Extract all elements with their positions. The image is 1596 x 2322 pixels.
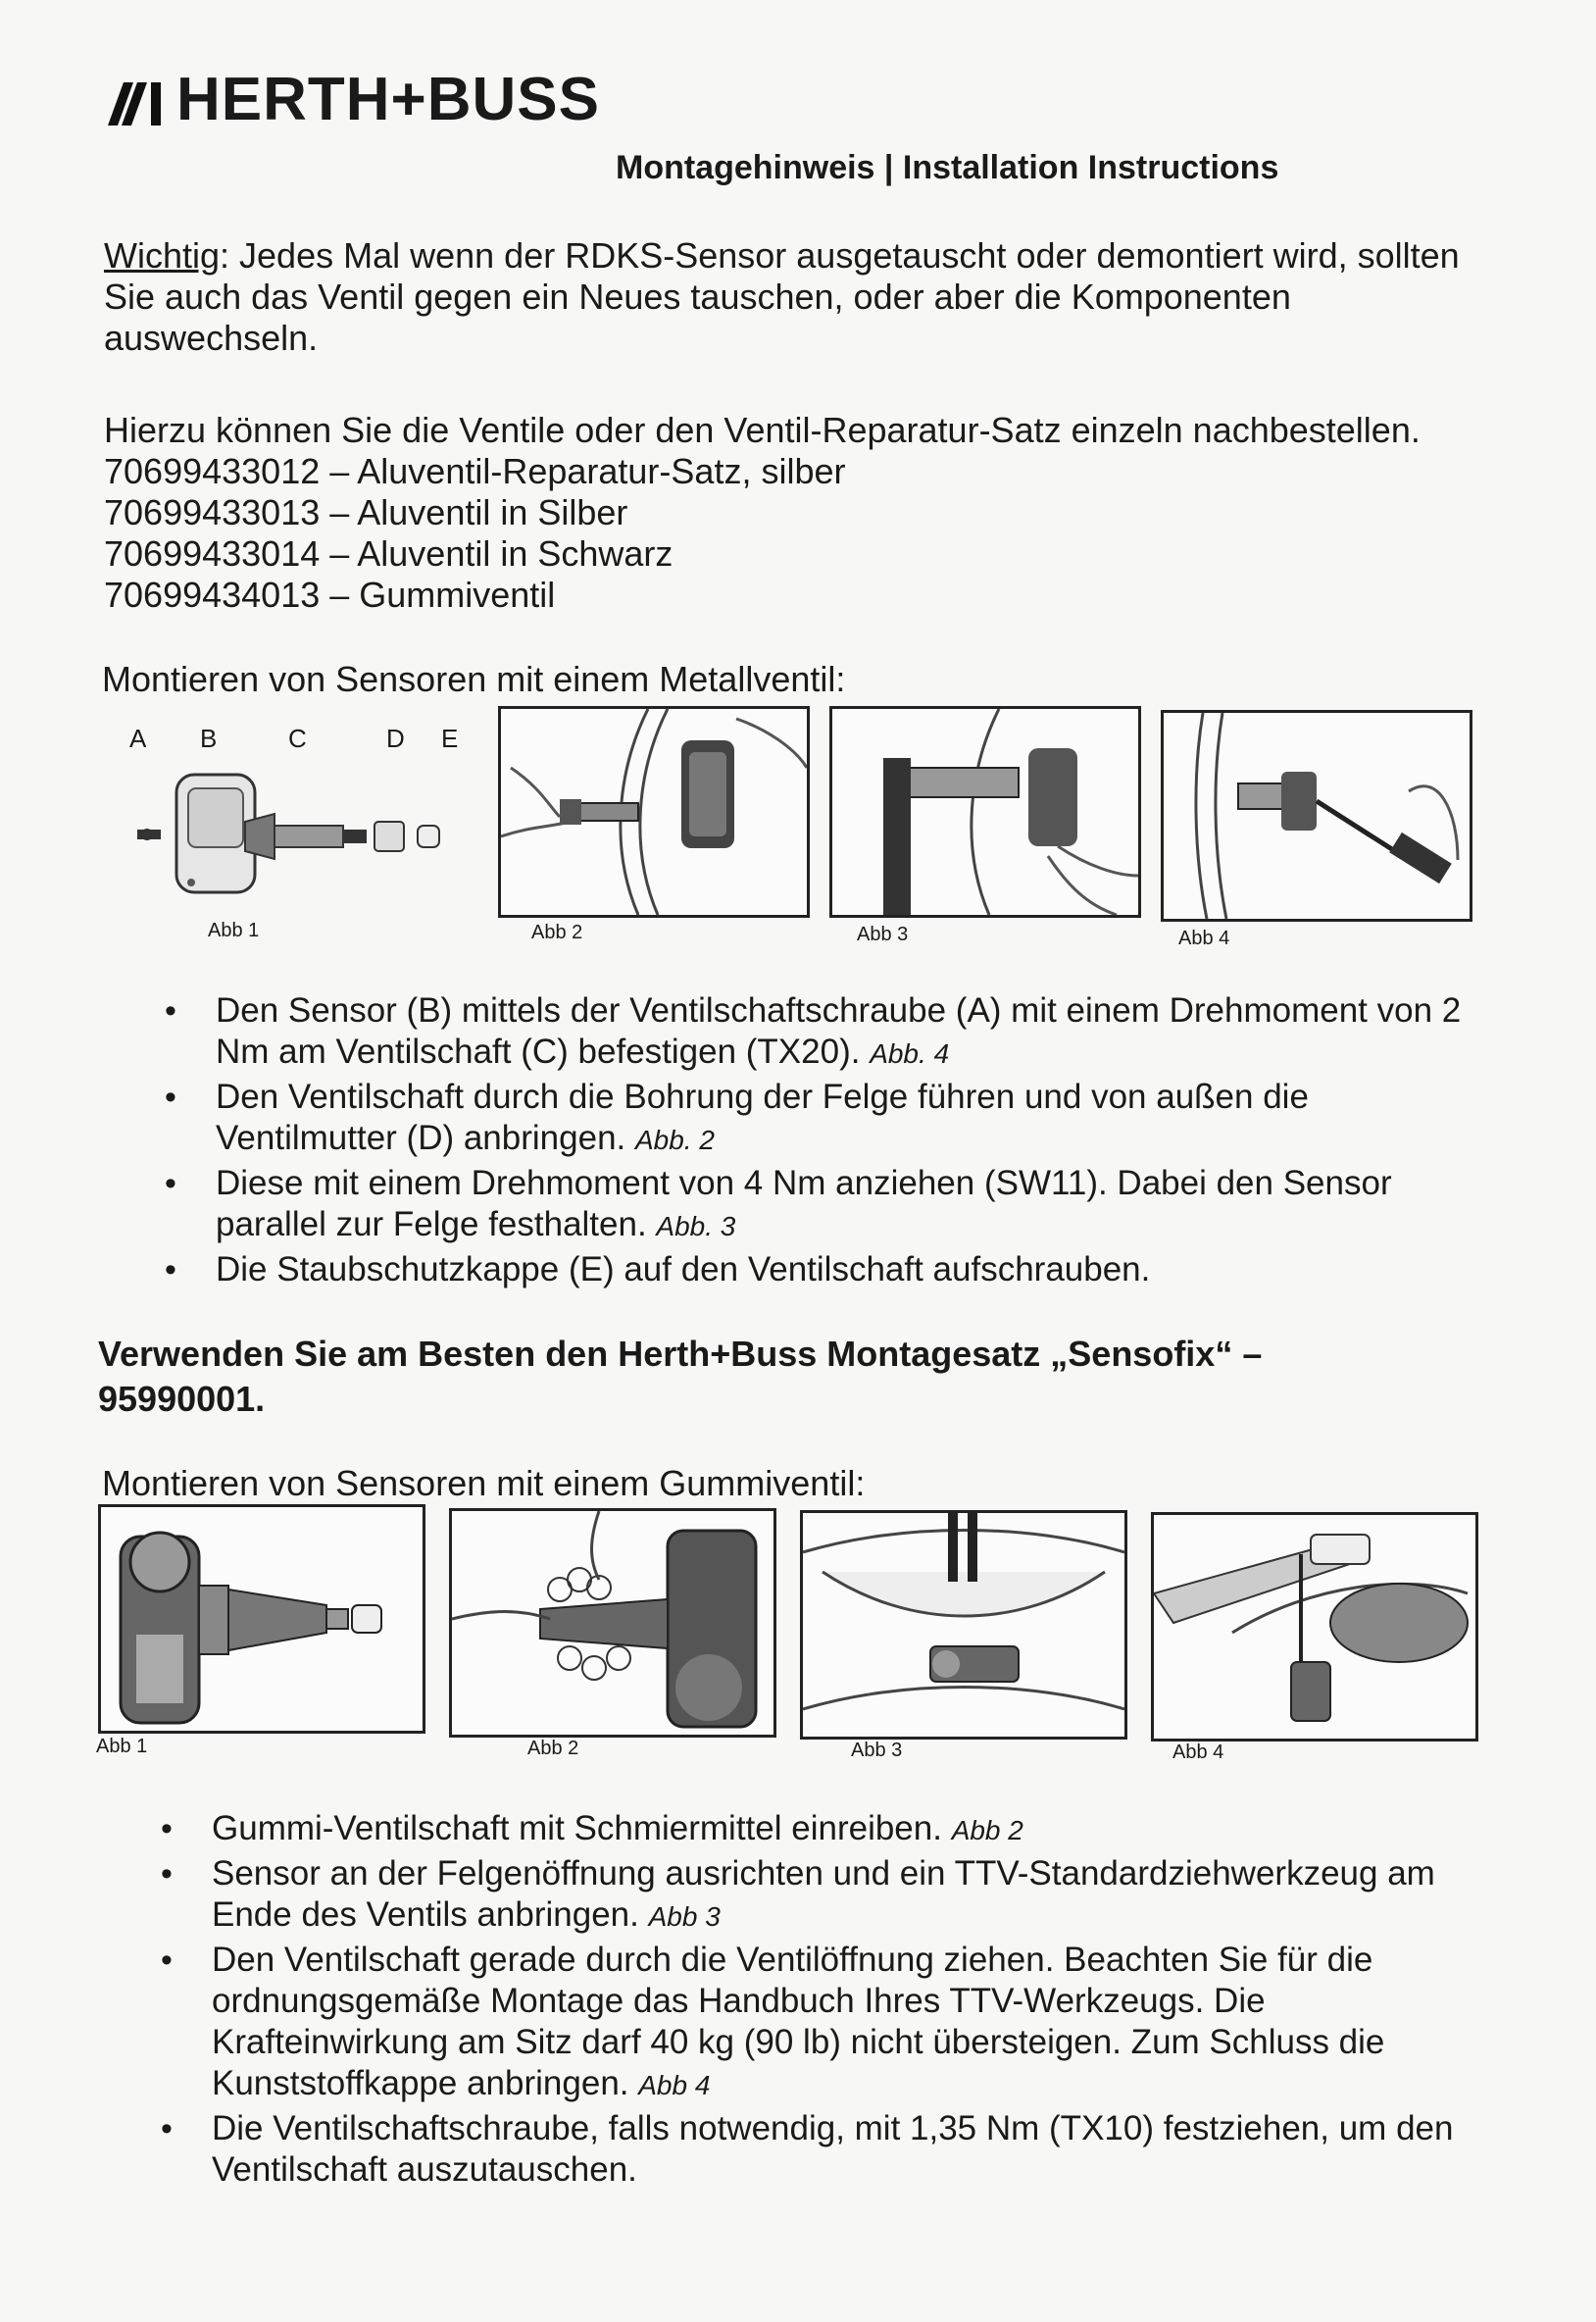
rubber-abb-3-label: Abb 3 [851, 1740, 903, 1761]
reorder-item: 70699434013 – Gummiventil [104, 575, 556, 615]
logo-text: HERTH+BUSS [176, 66, 601, 133]
metal-abb-2-label: Abb 2 [531, 922, 583, 943]
screwdriver-illustration [1164, 713, 1470, 919]
list-item: • Die Staubschutzkappe (E) auf den Ventilschaft aufschrauben. [108, 1249, 1480, 1290]
rubber-steps-list [104, 1808, 1476, 2193]
part-letter-b: B [200, 724, 218, 753]
rubber-valve-sensor-illustration [101, 1507, 423, 1731]
list-item: • Die Ventilschaftschraube, falls notwendig, mit 1,35 Nm (TX10) festziehen, um den Ventilschaft auszutauschen. [104, 2108, 1476, 2191]
list-item: • Gummi-Ventilschaft mit Schmiermittel einreiben. Abb 2 [104, 1808, 1476, 1851]
sensofix-recommendation: Verwenden Sie am Besten den Herth+Buss Montagesatz „Sensofix“ – 95990001. [98, 1334, 1263, 1419]
important-label: Wichtig [104, 235, 221, 276]
herth-buss-logo-icon [108, 75, 167, 126]
lubricate-valve-illustration [452, 1511, 773, 1735]
metal-figure-3 [829, 706, 1141, 918]
rubber-figure-1 [98, 1504, 425, 1734]
figure-ref: Abb. 3 [656, 1211, 736, 1241]
metal-figure-2 [498, 706, 810, 918]
metal-steps-list [108, 990, 1480, 1292]
figure-ref: Abb 3 [648, 1901, 721, 1932]
rubber-figure-3 [800, 1510, 1127, 1740]
figure-ref: Abb. 2 [634, 1125, 715, 1155]
part-letter-a: A [129, 724, 147, 753]
rubber-abb-2-label: Abb 2 [527, 1738, 579, 1759]
pull-tool-alignment-illustration [803, 1513, 1124, 1737]
reorder-item: 70699433013 – Aluventil in Silber [104, 492, 628, 532]
rubber-abb-4-label: Abb 4 [1172, 1742, 1224, 1763]
list-item: • Den Sensor (B) mittels der Ventilschaftschraube (A) mit einem Drehmoment von 2 Nm am Ventilschaft (C) befestigen (TX20). Abb. 4 [108, 990, 1480, 1075]
reorder-block [104, 410, 1535, 616]
rubber-abb-1-label: Abb 1 [96, 1736, 148, 1757]
metal-abb-4-label: Abb 4 [1178, 928, 1230, 949]
metal-figure-4 [1161, 710, 1472, 922]
wrench-tightening-illustration [832, 709, 1138, 915]
pull-valve-through-illustration [1154, 1515, 1475, 1739]
figure-ref: Abb 2 [951, 1815, 1023, 1845]
rubber-figure-4 [1151, 1512, 1478, 1742]
part-letter-d: D [386, 724, 405, 753]
important-text: : Jedes Mal wenn der RDKS-Sensor ausgetauscht oder demontiert wird, sollten Sie auch das Ventil gegen ein Neues tauschen, oder aber die Komponenten auswechseln. [104, 235, 1460, 358]
brand-logo [108, 65, 600, 134]
list-item: • Den Ventilschaft gerade durch die Ventilöffnung ziehen. Beachten Sie für die ordnungsgemäße Montage das Handbuch Ihres TTV-Werkzeugs. Die Krafteinwirkung am Sitz darf 40 kg (90 lb) nicht übersteigen. Zum Schluss die Kunststoffkappe anbringen. Abb 4 [104, 1940, 1476, 2106]
list-item: • Diese mit einem Drehmoment von 4 Nm anziehen (SW11). Dabei den Sensor parallel zur Felge festhalten. Abb. 3 [108, 1163, 1480, 1247]
important-paragraph [104, 235, 1486, 359]
valve-nut-illustration [501, 709, 807, 915]
figure-ref: Abb. 4 [870, 1038, 950, 1069]
part-letter-c: C [288, 724, 307, 753]
list-item: • Den Ventilschaft durch die Bohrung der Felge führen und von außen die Ventilmutter (D) anbringen. Abb. 2 [108, 1077, 1480, 1161]
list-item: • Sensor an der Felgenöffnung ausrichten und ein TTV-Standardziehwerkzeug am Ende des Ventils anbringen. Abb 3 [104, 1853, 1476, 1938]
page-title: Montagehinweis | Installation Instructions [616, 149, 1279, 186]
rubber-valve-heading: Montieren von Sensoren mit einem Gummiventil: [102, 1463, 866, 1503]
rubber-figure-2 [449, 1508, 776, 1738]
reorder-intro: Hierzu können Sie die Ventile oder den Ventil-Reparatur-Satz einzeln nachbestellen. [104, 410, 1421, 450]
reorder-item: 70699433012 – Aluventil-Reparatur-Satz, silber [104, 451, 846, 491]
reorder-item: 70699433014 – Aluventil in Schwarz [104, 533, 673, 574]
metal-valve-heading: Montieren von Sensoren mit einem Metallventil: [102, 659, 846, 699]
metal-abb-1-label: Abb 1 [208, 920, 260, 941]
sensor-exploded-illustration [127, 765, 471, 902]
part-letter-e: E [441, 724, 459, 753]
metal-figure-1 [127, 765, 471, 902]
figure-ref: Abb 4 [638, 2070, 711, 2100]
metal-abb-3-label: Abb 3 [857, 924, 909, 945]
